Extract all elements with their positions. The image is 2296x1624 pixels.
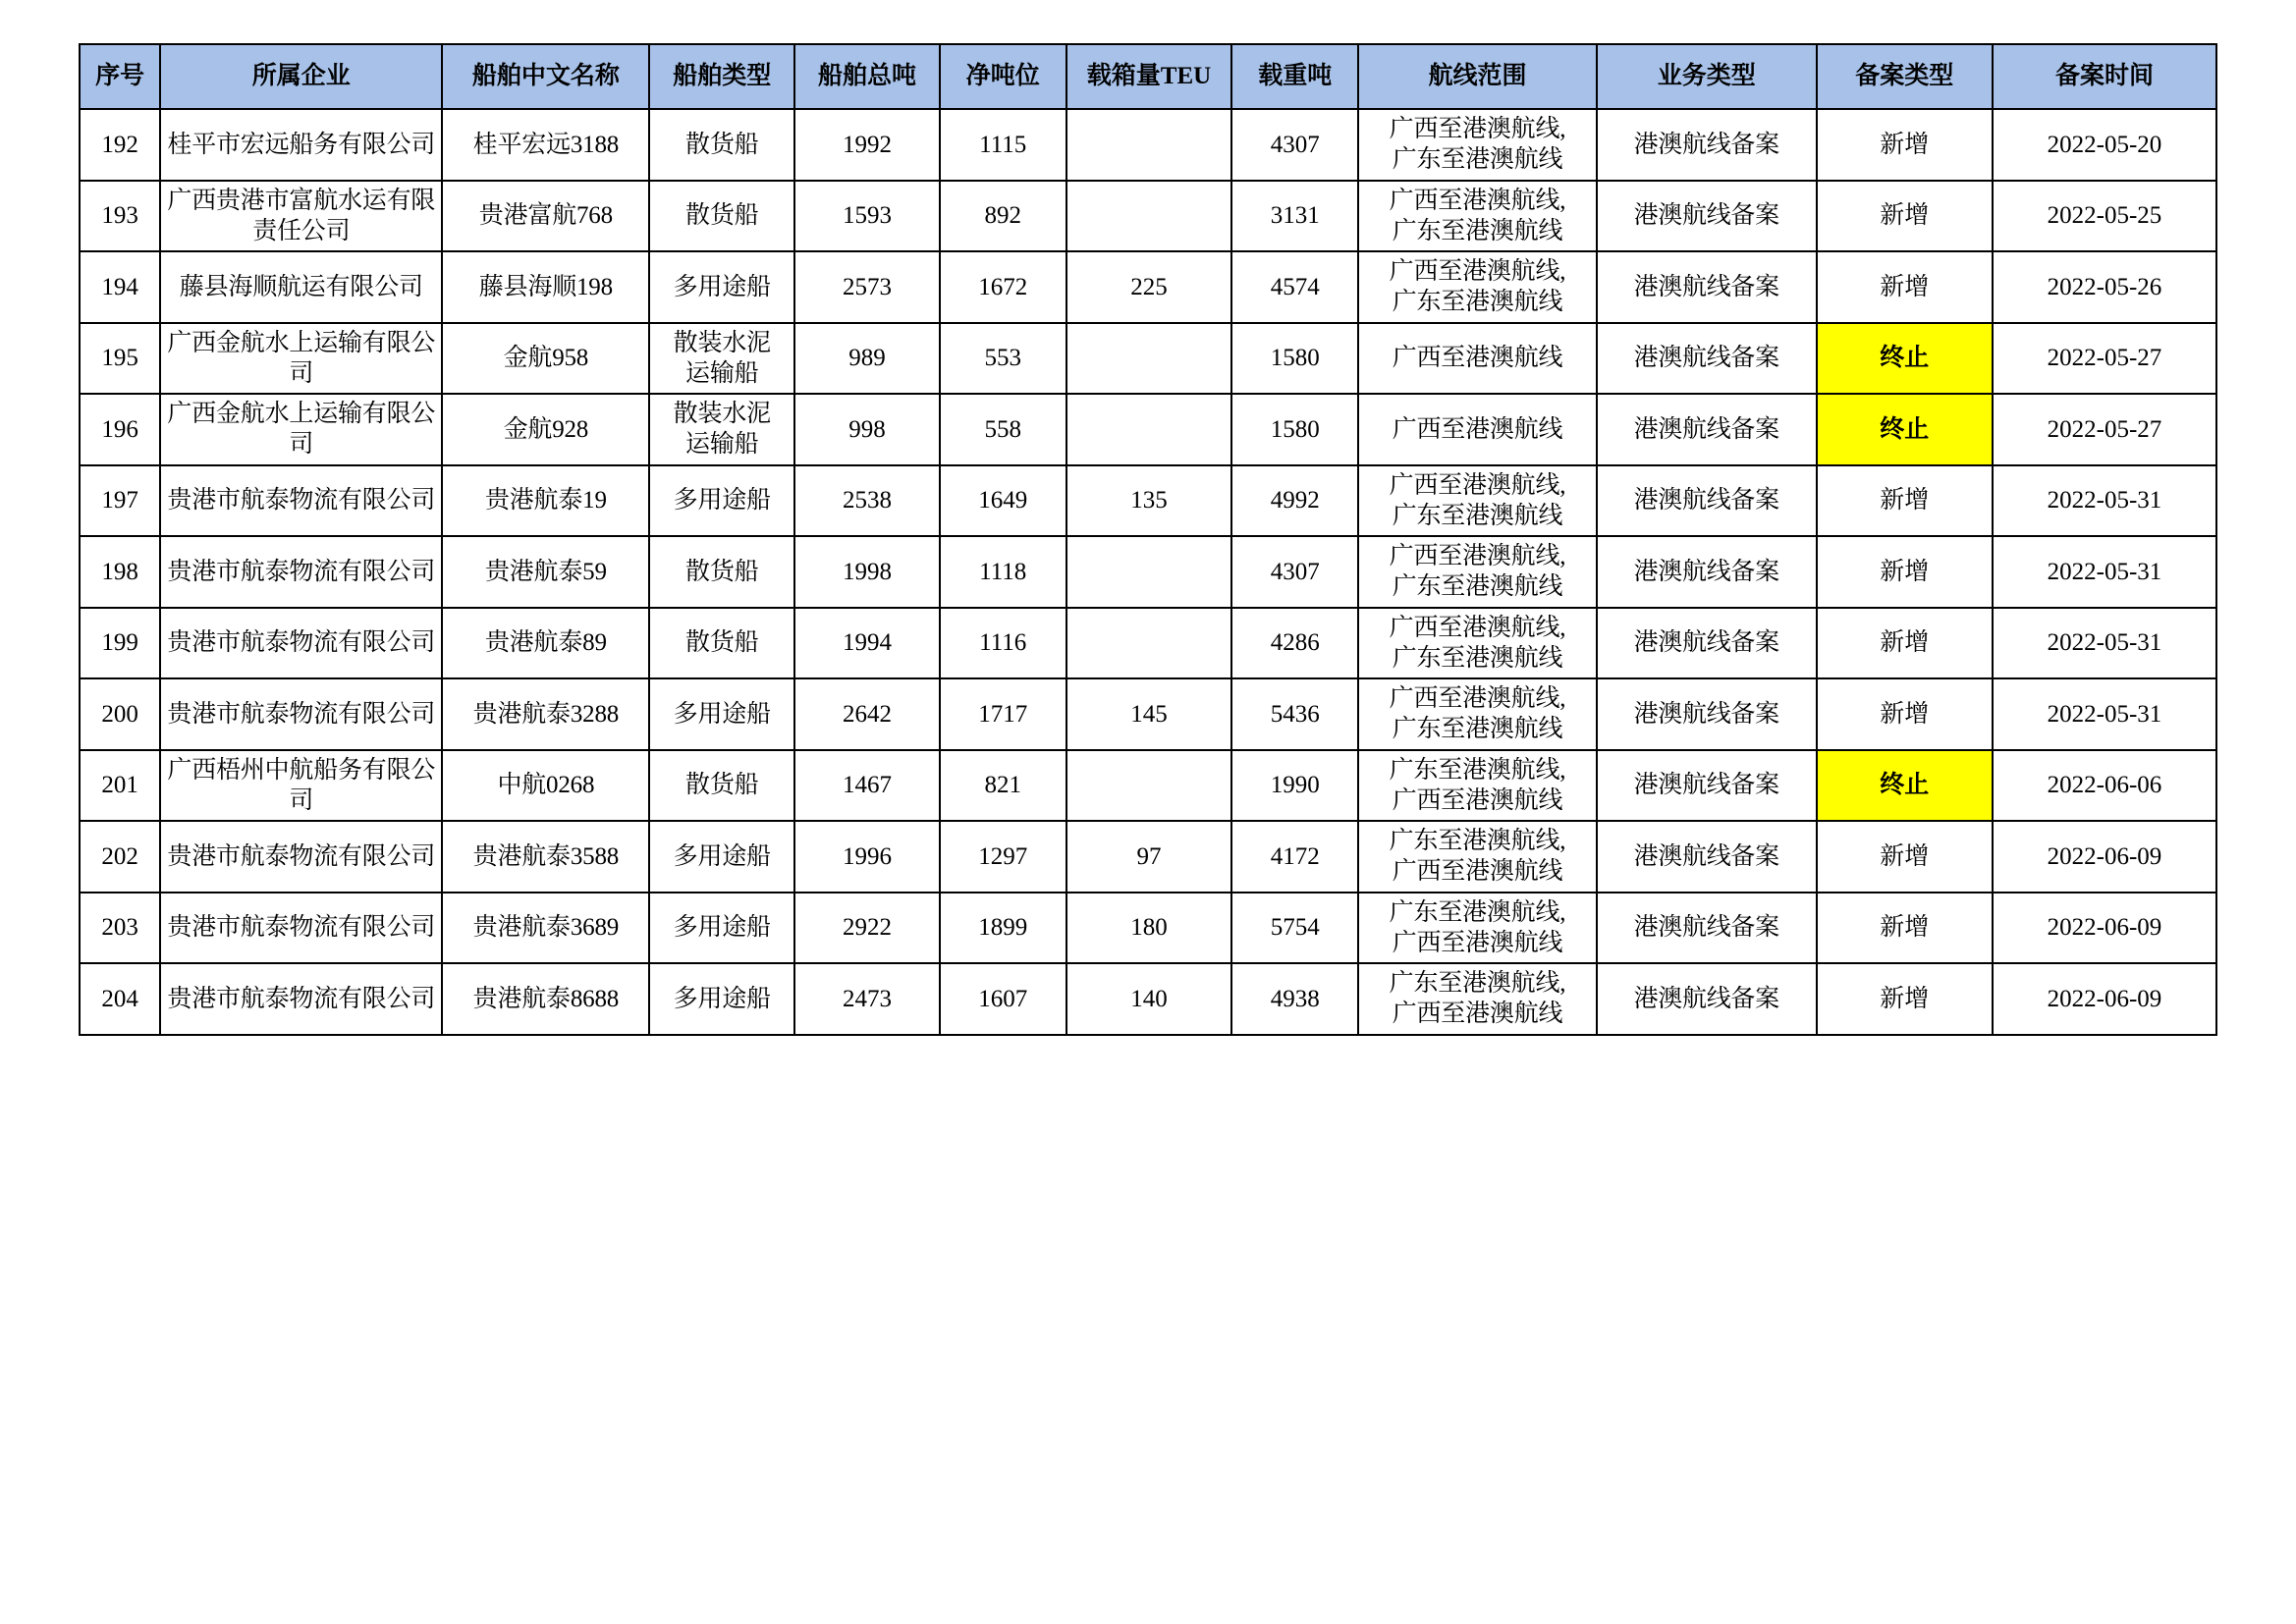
cell-gross-tonnage: 2573	[794, 251, 940, 323]
cell-seq: 203	[80, 893, 160, 964]
table-header	[80, 44, 2216, 109]
cell-record-date: 2022-05-20	[1993, 109, 2216, 181]
cell-teu	[1066, 181, 1232, 252]
cell-teu: 145	[1066, 678, 1232, 750]
cell-seq: 198	[80, 536, 160, 608]
cell-seq: 194	[80, 251, 160, 323]
cell-business-type: 港澳航线备案	[1597, 181, 1817, 252]
status-badge: 新增	[1817, 109, 1993, 181]
cell-business-type: 港澳航线备案	[1597, 465, 1817, 537]
status-badge: 新增	[1817, 821, 1993, 893]
cell-gross-tonnage: 2642	[794, 678, 940, 750]
column-header-deadweight: 载重吨	[1231, 44, 1358, 109]
cell-route: 广西至港澳航线, 广东至港澳航线	[1358, 465, 1597, 537]
cell-seq: 200	[80, 678, 160, 750]
cell-ship-type: 多用途船	[649, 678, 794, 750]
cell-ship-name: 金航928	[442, 394, 649, 465]
table-row	[80, 821, 2216, 893]
status-badge: 新增	[1817, 963, 1993, 1035]
cell-deadweight: 5754	[1231, 893, 1358, 964]
cell-route: 广西至港澳航线	[1358, 323, 1597, 395]
column-header-record-date: 备案时间	[1993, 44, 2216, 109]
table-header-row	[80, 44, 2216, 109]
cell-net-tonnage: 558	[940, 394, 1066, 465]
cell-seq: 201	[80, 750, 160, 822]
cell-company: 广西金航水上运输有限公司	[160, 323, 442, 395]
cell-ship-name: 金航958	[442, 323, 649, 395]
cell-record-date: 2022-06-09	[1993, 963, 2216, 1035]
cell-route: 广东至港澳航线, 广西至港澳航线	[1358, 893, 1597, 964]
table-row	[80, 536, 2216, 608]
cell-seq: 193	[80, 181, 160, 252]
cell-net-tonnage: 553	[940, 323, 1066, 395]
cell-record-date: 2022-05-31	[1993, 465, 2216, 537]
cell-business-type: 港澳航线备案	[1597, 678, 1817, 750]
cell-gross-tonnage: 1593	[794, 181, 940, 252]
cell-gross-tonnage: 989	[794, 323, 940, 395]
table-row	[80, 394, 2216, 465]
status-badge: 新增	[1817, 181, 1993, 252]
cell-gross-tonnage: 1994	[794, 608, 940, 679]
cell-net-tonnage: 892	[940, 181, 1066, 252]
cell-company: 桂平市宏远船务有限公司	[160, 109, 442, 181]
cell-ship-name: 贵港航泰3288	[442, 678, 649, 750]
cell-record-date: 2022-06-09	[1993, 821, 2216, 893]
table-row	[80, 465, 2216, 537]
table-row	[80, 608, 2216, 679]
column-header-company: 所属企业	[160, 44, 442, 109]
cell-deadweight: 4992	[1231, 465, 1358, 537]
cell-deadweight: 4286	[1231, 608, 1358, 679]
cell-business-type: 港澳航线备案	[1597, 750, 1817, 822]
cell-seq: 199	[80, 608, 160, 679]
cell-teu: 180	[1066, 893, 1232, 964]
cell-ship-type: 多用途船	[649, 821, 794, 893]
cell-net-tonnage: 1116	[940, 608, 1066, 679]
cell-teu	[1066, 608, 1232, 679]
column-header-ship-type: 船舶类型	[649, 44, 794, 109]
column-header-teu: 载箱量TEU	[1066, 44, 1232, 109]
cell-net-tonnage: 1297	[940, 821, 1066, 893]
cell-gross-tonnage: 1998	[794, 536, 940, 608]
cell-ship-type: 散货船	[649, 536, 794, 608]
cell-ship-name: 贵港航泰19	[442, 465, 649, 537]
column-header-business-type: 业务类型	[1597, 44, 1817, 109]
column-header-net-tonnage: 净吨位	[940, 44, 1066, 109]
cell-route: 广西至港澳航线, 广东至港澳航线	[1358, 181, 1597, 252]
status-badge: 终止	[1817, 323, 1993, 395]
cell-company: 广西梧州中航船务有限公司	[160, 750, 442, 822]
cell-company: 广西金航水上运输有限公司	[160, 394, 442, 465]
cell-deadweight: 4574	[1231, 251, 1358, 323]
ship-registration-table	[79, 43, 2217, 1036]
cell-company: 贵港市航泰物流有限公司	[160, 536, 442, 608]
cell-route: 广西至港澳航线, 广东至港澳航线	[1358, 251, 1597, 323]
cell-record-date: 2022-05-27	[1993, 323, 2216, 395]
cell-record-date: 2022-05-27	[1993, 394, 2216, 465]
cell-seq: 204	[80, 963, 160, 1035]
cell-gross-tonnage: 2922	[794, 893, 940, 964]
cell-net-tonnage: 1649	[940, 465, 1066, 537]
cell-seq: 202	[80, 821, 160, 893]
cell-net-tonnage: 821	[940, 750, 1066, 822]
cell-net-tonnage: 1672	[940, 251, 1066, 323]
cell-ship-name: 桂平宏远3188	[442, 109, 649, 181]
cell-record-date: 2022-05-31	[1993, 608, 2216, 679]
table-row	[80, 181, 2216, 252]
cell-ship-type: 多用途船	[649, 251, 794, 323]
cell-gross-tonnage: 2473	[794, 963, 940, 1035]
cell-company: 贵港市航泰物流有限公司	[160, 821, 442, 893]
cell-ship-type: 多用途船	[649, 465, 794, 537]
cell-net-tonnage: 1118	[940, 536, 1066, 608]
cell-company: 藤县海顺航运有限公司	[160, 251, 442, 323]
cell-business-type: 港澳航线备案	[1597, 893, 1817, 964]
cell-route: 广东至港澳航线, 广西至港澳航线	[1358, 821, 1597, 893]
cell-business-type: 港澳航线备案	[1597, 394, 1817, 465]
cell-gross-tonnage: 998	[794, 394, 940, 465]
cell-record-date: 2022-05-31	[1993, 536, 2216, 608]
table-row	[80, 109, 2216, 181]
cell-route: 广西至港澳航线	[1358, 394, 1597, 465]
cell-deadweight: 4307	[1231, 536, 1358, 608]
cell-gross-tonnage: 2538	[794, 465, 940, 537]
status-badge: 新增	[1817, 893, 1993, 964]
cell-route: 广东至港澳航线, 广西至港澳航线	[1358, 963, 1597, 1035]
cell-deadweight: 1580	[1231, 394, 1358, 465]
table-row	[80, 323, 2216, 395]
cell-teu	[1066, 109, 1232, 181]
cell-record-date: 2022-05-26	[1993, 251, 2216, 323]
table-row	[80, 750, 2216, 822]
status-badge: 新增	[1817, 678, 1993, 750]
cell-business-type: 港澳航线备案	[1597, 109, 1817, 181]
cell-company: 贵港市航泰物流有限公司	[160, 963, 442, 1035]
cell-deadweight: 1580	[1231, 323, 1358, 395]
table-row	[80, 678, 2216, 750]
cell-seq: 192	[80, 109, 160, 181]
cell-seq: 196	[80, 394, 160, 465]
cell-record-date: 2022-05-25	[1993, 181, 2216, 252]
cell-deadweight: 5436	[1231, 678, 1358, 750]
status-badge: 终止	[1817, 750, 1993, 822]
cell-gross-tonnage: 1467	[794, 750, 940, 822]
cell-deadweight: 3131	[1231, 181, 1358, 252]
cell-ship-type: 散货船	[649, 608, 794, 679]
cell-ship-name: 贵港富航768	[442, 181, 649, 252]
cell-ship-type: 散货船	[649, 181, 794, 252]
table-row	[80, 893, 2216, 964]
cell-ship-name: 贵港航泰89	[442, 608, 649, 679]
cell-ship-type: 多用途船	[649, 963, 794, 1035]
cell-net-tonnage: 1115	[940, 109, 1066, 181]
cell-business-type: 港澳航线备案	[1597, 323, 1817, 395]
cell-company: 贵港市航泰物流有限公司	[160, 608, 442, 679]
cell-route: 广东至港澳航线, 广西至港澳航线	[1358, 750, 1597, 822]
cell-seq: 195	[80, 323, 160, 395]
cell-ship-name: 中航0268	[442, 750, 649, 822]
cell-gross-tonnage: 1996	[794, 821, 940, 893]
cell-teu	[1066, 536, 1232, 608]
cell-company: 贵港市航泰物流有限公司	[160, 465, 442, 537]
status-badge: 新增	[1817, 251, 1993, 323]
cell-teu: 140	[1066, 963, 1232, 1035]
column-header-ship-name: 船舶中文名称	[442, 44, 649, 109]
cell-business-type: 港澳航线备案	[1597, 251, 1817, 323]
cell-teu	[1066, 750, 1232, 822]
column-header-seq: 序号	[80, 44, 160, 109]
table-row	[80, 963, 2216, 1035]
cell-business-type: 港澳航线备案	[1597, 963, 1817, 1035]
cell-ship-type: 散货船	[649, 109, 794, 181]
cell-record-date: 2022-06-06	[1993, 750, 2216, 822]
cell-teu: 135	[1066, 465, 1232, 537]
cell-record-date: 2022-05-31	[1993, 678, 2216, 750]
cell-ship-name: 贵港航泰59	[442, 536, 649, 608]
table-row	[80, 251, 2216, 323]
cell-ship-name: 贵港航泰8688	[442, 963, 649, 1035]
cell-company: 贵港市航泰物流有限公司	[160, 678, 442, 750]
table-body	[80, 109, 2216, 1035]
cell-net-tonnage: 1607	[940, 963, 1066, 1035]
cell-seq: 197	[80, 465, 160, 537]
column-header-gross-tonnage: 船舶总吨	[794, 44, 940, 109]
cell-ship-name: 贵港航泰3588	[442, 821, 649, 893]
column-header-route: 航线范围	[1358, 44, 1597, 109]
cell-ship-name: 藤县海顺198	[442, 251, 649, 323]
column-header-record-type: 备案类型	[1817, 44, 1993, 109]
status-badge: 新增	[1817, 465, 1993, 537]
cell-teu: 225	[1066, 251, 1232, 323]
cell-deadweight: 4307	[1231, 109, 1358, 181]
cell-business-type: 港澳航线备案	[1597, 536, 1817, 608]
cell-ship-type: 散货船	[649, 750, 794, 822]
cell-teu	[1066, 323, 1232, 395]
cell-gross-tonnage: 1992	[794, 109, 940, 181]
cell-net-tonnage: 1717	[940, 678, 1066, 750]
cell-route: 广西至港澳航线, 广东至港澳航线	[1358, 109, 1597, 181]
cell-record-date: 2022-06-09	[1993, 893, 2216, 964]
status-badge: 新增	[1817, 608, 1993, 679]
cell-deadweight: 4172	[1231, 821, 1358, 893]
cell-deadweight: 4938	[1231, 963, 1358, 1035]
cell-deadweight: 1990	[1231, 750, 1358, 822]
status-badge: 终止	[1817, 394, 1993, 465]
cell-teu	[1066, 394, 1232, 465]
cell-business-type: 港澳航线备案	[1597, 821, 1817, 893]
cell-ship-type: 散装水泥 运输船	[649, 394, 794, 465]
cell-route: 广西至港澳航线, 广东至港澳航线	[1358, 536, 1597, 608]
cell-company: 贵港市航泰物流有限公司	[160, 893, 442, 964]
cell-route: 广西至港澳航线, 广东至港澳航线	[1358, 678, 1597, 750]
status-badge: 新增	[1817, 536, 1993, 608]
cell-ship-type: 多用途船	[649, 893, 794, 964]
cell-business-type: 港澳航线备案	[1597, 608, 1817, 679]
cell-net-tonnage: 1899	[940, 893, 1066, 964]
cell-ship-type: 散装水泥 运输船	[649, 323, 794, 395]
cell-ship-name: 贵港航泰3689	[442, 893, 649, 964]
cell-company: 广西贵港市富航水运有限责任公司	[160, 181, 442, 252]
cell-route: 广西至港澳航线, 广东至港澳航线	[1358, 608, 1597, 679]
cell-teu: 97	[1066, 821, 1232, 893]
